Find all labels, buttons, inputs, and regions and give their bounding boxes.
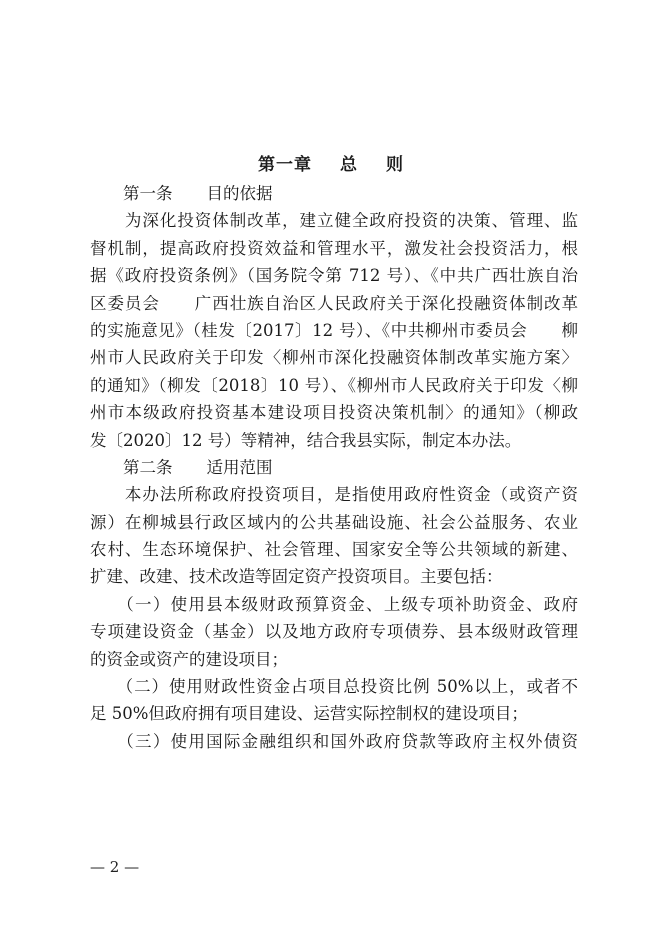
item-1-line: 的资金或资产的建设项目；	[90, 649, 288, 669]
item-3-line: （三）使用国际金融组织和国外政府贷款等政府主权外债资	[90, 731, 578, 751]
article-2-title: 适用范围	[206, 457, 273, 477]
article-1-line: 发〔2020〕12 号）等精神，结合我县实际，制定本办法。	[90, 430, 522, 450]
article-1-line: 为深化投资体制改革，建立健全政府投资的决策、管理、监	[90, 211, 578, 231]
article-2-line: 农村、生态环境保护、社会管理、国家安全等公共领域的新建、	[90, 540, 578, 560]
article-1-line: 据《政府投资条例》（国务院令第 712 号）、《中共广西壮族自治	[90, 266, 578, 286]
article-2-line: 源）在柳城县行政区域内的公共基础设施、社会公益服务、农业	[90, 512, 578, 532]
page-number: — 2 —	[90, 858, 140, 876]
article-1-line: 州市人民政府关于印发〈柳州市深化投融资体制改革实施方案〉	[90, 348, 578, 368]
article-1-line: 的通知》（柳发〔2018〕10 号）、《柳州市人民政府关于印发〈柳	[90, 375, 578, 395]
item-2-line: （二）使用财政性资金占项目总投资比例 50%以上，或者不	[90, 677, 578, 697]
article-1-line: 的实施意见》（桂发〔2017〕12 号）、《中共柳州市委员会 柳	[90, 320, 578, 340]
chapter-title	[0, 150, 662, 175]
chapter-title-char-1: 总	[340, 155, 358, 175]
chapter-title-char-2: 则	[386, 155, 404, 175]
article-1-heading	[90, 180, 578, 207]
chapter-label: 第一章	[258, 155, 312, 175]
article-2-heading	[90, 454, 578, 481]
item-1-line: 专项建设资金（基金）以及地方政府专项债券、县本级财政管理	[90, 622, 578, 642]
article-1-title: 目的依据	[206, 184, 273, 203]
item-1-line: （一）使用县本级财政预算资金、上级专项补助资金、政府	[90, 594, 578, 614]
article-2-line: 扩建、改建、技术改造等固定资产投资项目。主要包括：	[90, 567, 503, 587]
article-1-line: 督机制，提高政府投资效益和管理水平，激发社会投资活力，根	[90, 238, 578, 258]
article-1-number: 第一条	[123, 184, 173, 203]
article-1-line: 区委员会 广西壮族自治区人民政府关于深化投融资体制改革	[90, 293, 578, 313]
article-2-line: 本办法所称政府投资项目，是指使用政府性资金（或资产资	[90, 485, 578, 505]
item-2-line: 足 50%但政府拥有项目建设、运营实际控制权的建设项目；	[90, 704, 528, 724]
article-1-line: 州市本级政府投资基本建设项目投资决策机制〉的通知》（柳政	[90, 403, 578, 423]
document-body	[90, 180, 578, 755]
article-2-number: 第二条	[123, 457, 173, 477]
